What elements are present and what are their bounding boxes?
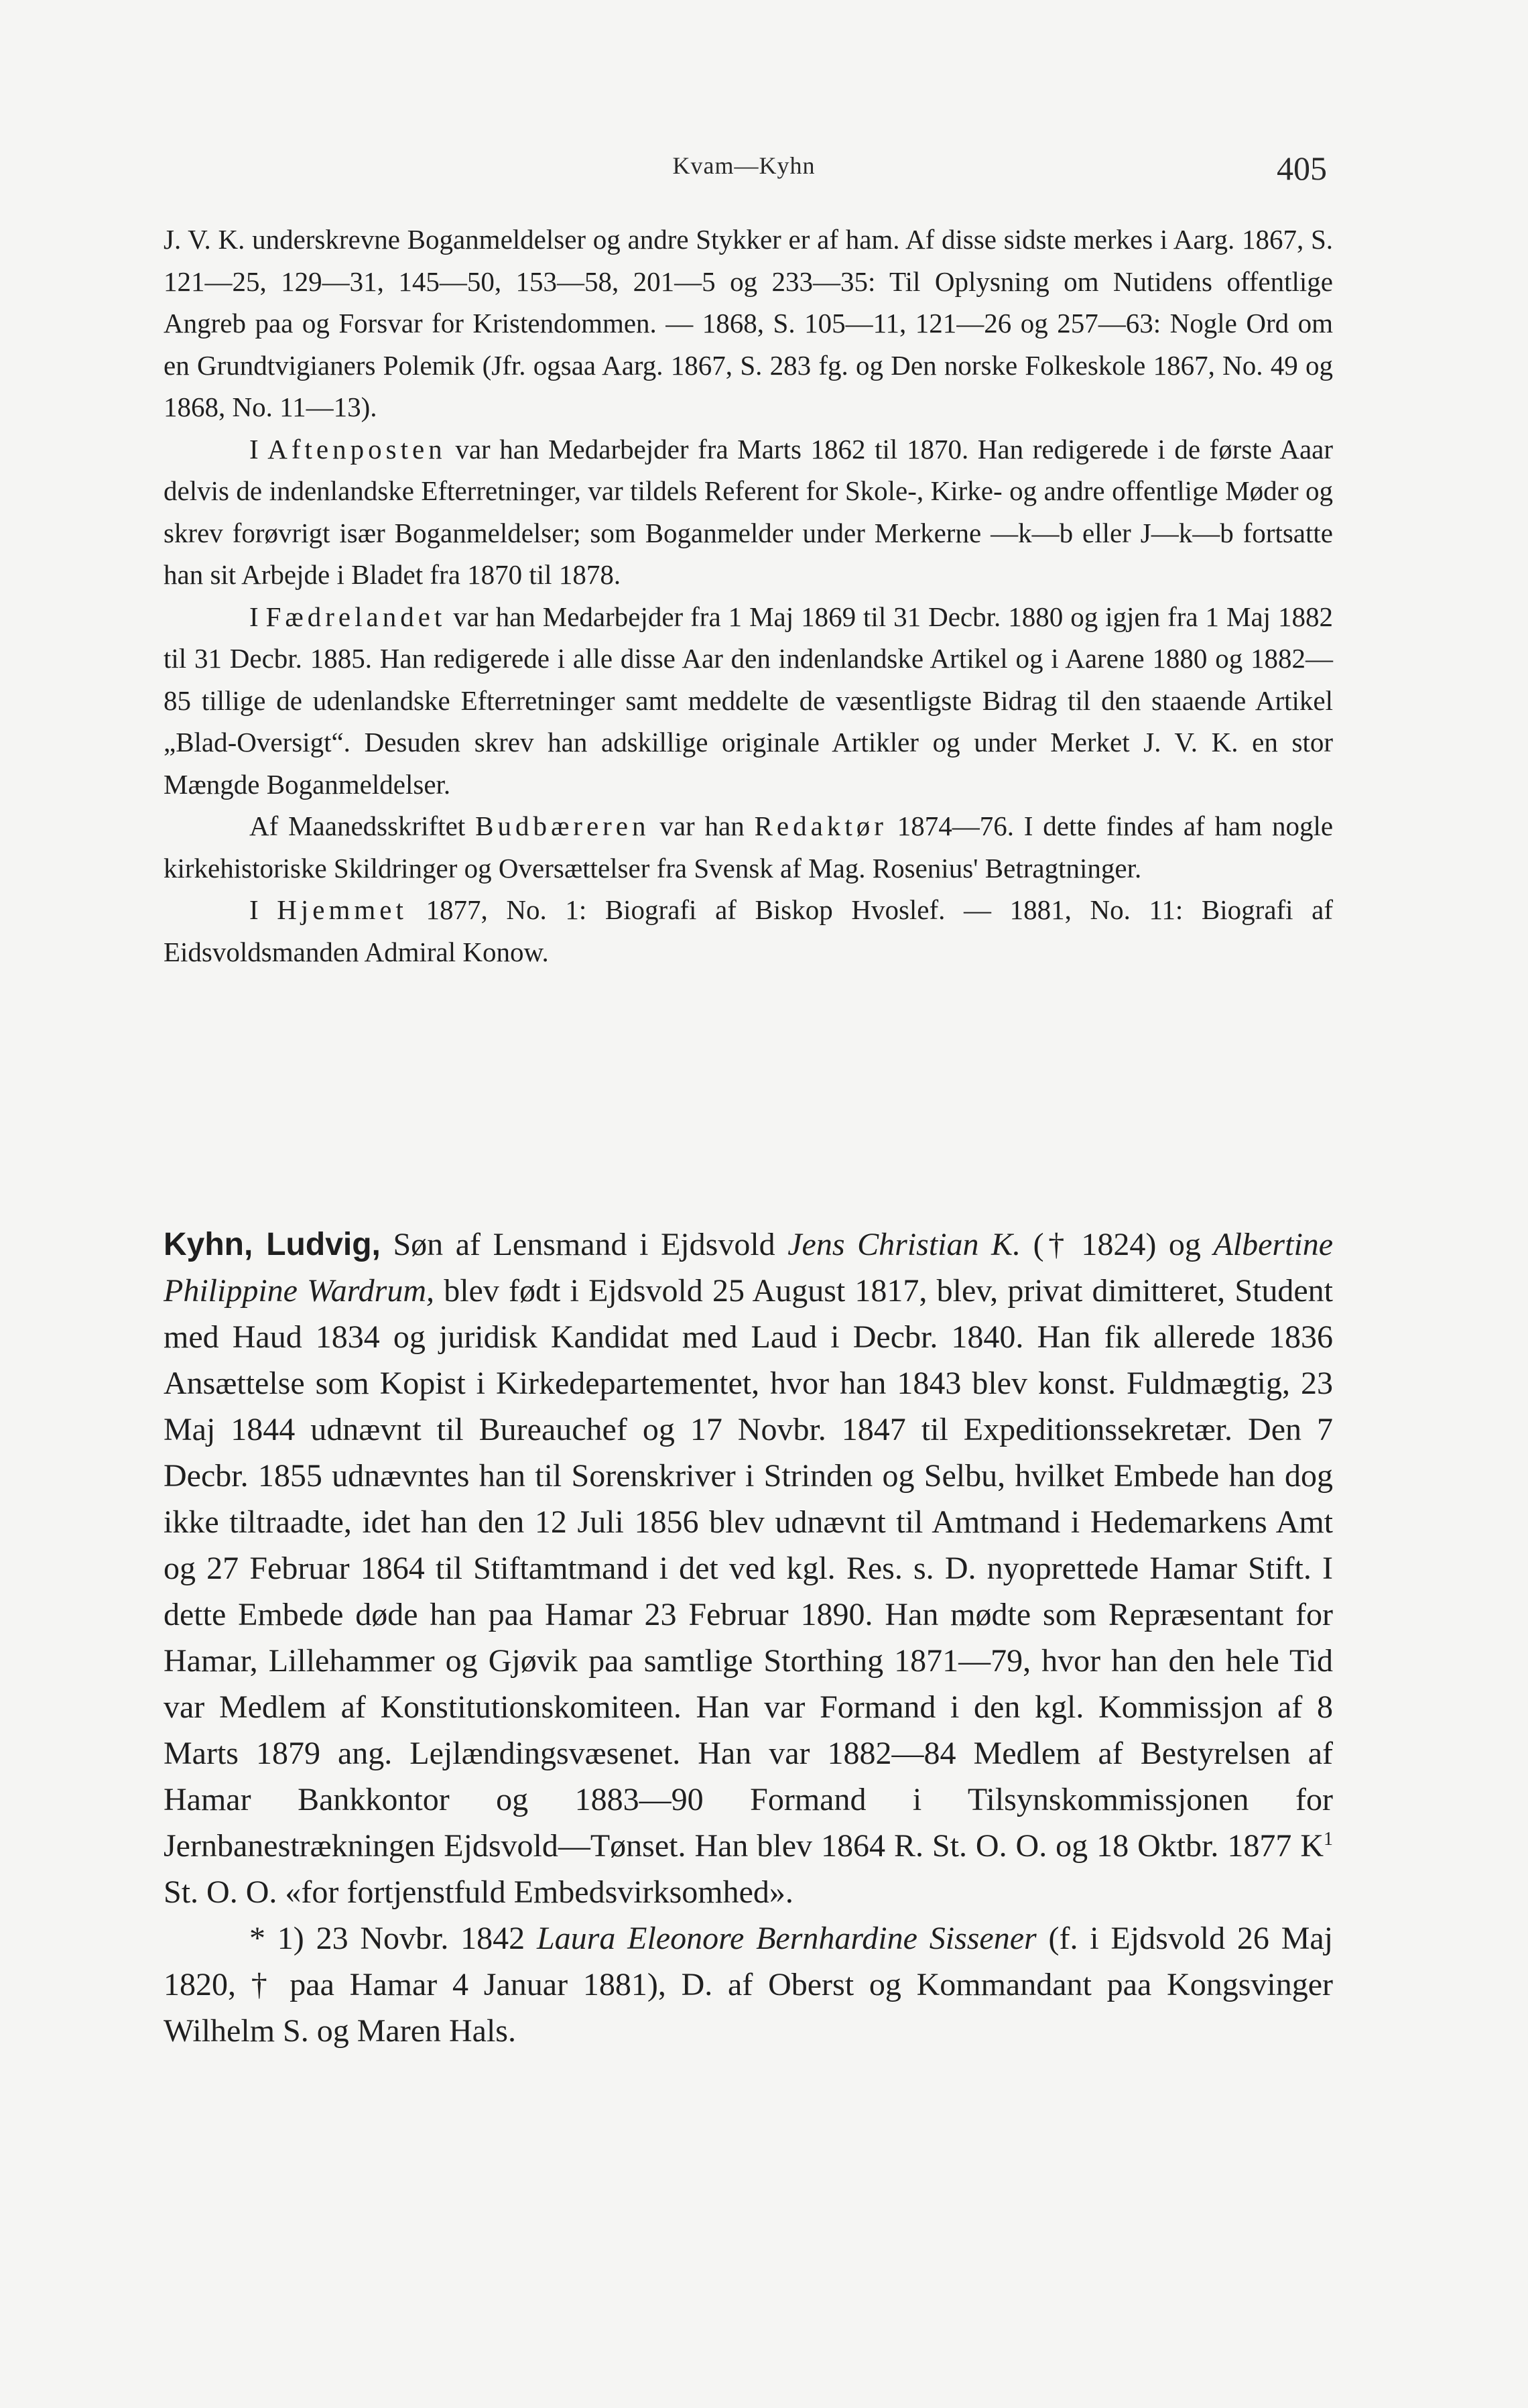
paragraph-lead: I (249, 894, 259, 925)
paragraph-text: Søn af Lensmand i Ejdsvold (393, 1227, 775, 1262)
paragraph-text: var han Medarbejder fra 1 Maj 1869 til 31 Decbr. 1880 og igjen fra 1 Maj 1882 til 31 Decbr. 1885. Han redigerede i alle disse Aar den indenlandske Artikel og i Aarene 1880 og 1882—85 tillige de udenlandske Efterretninger samt meddelte de væsentligste Bidrag til den staaende Artikel „Blad-Oversigt“. Desuden skrev han adskillige originale Artikler og under Merket J. V. K. en stor Mængde Boganmeldelser. (164, 601, 1334, 800)
paragraph-text: 1874—76. I dette findes af ham nogle kirkehistoriske Skildringer og Oversættelser fra Svensk af Mag. Rosenius' Betragtninger. (164, 810, 1334, 884)
paragraph-text: var han Medarbejder fra Marts 1862 til 1870. Han redigerede i de første Aaar delvis de indenlandske Efterretninger, var tildels Referent for Skole-, Kirke- og andre offentlige Møder og skrev forøvrigt især Boganmeldelser; som Boganmelder under Merkerne —k—b eller J—k—b fortsatte han sit Arbejde i Bladet fra 1870 til 1878. (164, 433, 1334, 590)
biography-paragraph (164, 1221, 1333, 1915)
running-head: Kvam—Kyhn (672, 152, 816, 179)
role-label: Redaktør (754, 810, 887, 841)
paragraph-publications (164, 219, 1333, 428)
paragraph-text: (f. i Ejdsvold 26 Maj 1820, † paa Hamar 4 Januar 1881), D. af Oberst og Kommandant paa Kongsvinger Wilhelm S. og Maren Hals. (164, 1921, 1334, 2049)
father-name: Jens Christian K. (787, 1227, 1021, 1262)
paragraph-text: St. O. O. «for fortjenstfuld Embedsvirksomhed». (164, 1874, 793, 1910)
marriage-paragraph (164, 1915, 1333, 2054)
paragraph-aftenposten (164, 428, 1333, 596)
paragraph-text: var han (659, 810, 745, 841)
newspaper-name: Fædrelandet (265, 601, 446, 632)
page-number: 405 (1277, 149, 1327, 187)
mother-name: Albertine Philippine Wardrum, (164, 1227, 1334, 1309)
upper-text-block (164, 219, 1333, 973)
wife-name: Laura Eleonore Bernhardine Sissener (536, 1921, 1037, 1956)
biography-entry (164, 1221, 1333, 2054)
paragraph-lead: I (249, 601, 259, 632)
paragraph-text: blev født i Ejdsvold 25 August 1817, blev, privat dimitteret, Student med Haud 1834 og juridisk Kandidat med Laud i Decbr. 1840. Han fik allerede 1836 Ansættelse som Kopist i Kirkedepartementet, hvor han 1843 blev konst. Fuldmægtig, 23 Maj 1844 udnævnt til Bureauchef og 17 Novbr. 1847 til Expeditionssekretær. Den 7 Decbr. 1855 udnævntes han til Sorenskriver i Strinden og Selbu, hvilket Embede han dog ikke tiltraadte, idet han den 12 Juli 1856 blev udnævnt til Amtmand i Hedemarkens Amt og 27 Februar 1864 til Stiftamtmand i det ved kgl. Res. s. D. nyoprettede Hamar Stift. I dette Embede døde han paa Hamar 23 Februar 1890. Han mødte som Repræsentant for Hamar, Lillehammer og Gjøvik paa samtlige Storthing 1871—79, hvor han den hele Tid var Medlem af Konstitutionskomiteen. Han var Formand i den kgl. Kommissjon af 8 Marts 1879 ang. Lejlændingsvæsenet. Han var 1882—84 Medlem af Bestyrelsen af Hamar Bankkontor og 1883—90 Formand i Tilsynskommissjonen for Jernbanestrækningen Ejdsvold—Tønset. Han blev 1864 R. St. O. O. og 18 Oktbr. 1877 K (164, 1273, 1333, 1864)
paragraph-text: * 1) 23 Novbr. 1842 (249, 1921, 525, 1956)
paragraph-lead: I (249, 433, 259, 465)
paragraph-faedrelandet (164, 596, 1333, 806)
paragraph-hjemmet (164, 889, 1333, 973)
superscript: 1 (1324, 1829, 1333, 1850)
page-header (161, 149, 1327, 209)
newspaper-name: Aftenposten (267, 433, 446, 465)
paragraph-budbaereren (164, 805, 1333, 889)
paragraph-text: († 1824) og (1033, 1227, 1201, 1262)
paragraph-text: J. V. K. underskrevne Boganmeldelser og andre Stykker er af ham. Af disse sidste merkes i Aarg. 1867, S. 121—25, 129—31, 145—50, 153—58, 201—5 og 233—35: Til Oplysning om Nutidens offentlige Angreb paa og Forsvar for Kristendommen. — 1868, S. 105—11, 121—26 og 257—63: Nogle Ord om en Grundtvigianers Polemik (Jfr. ogsaa Aarg. 1867, S. 283 fg. og Den norske Folkeskole 1867, No. 49 og 1868, No. 11—13). (164, 224, 1333, 422)
periodical-name: Budbæreren (475, 810, 650, 841)
paragraph-text: 1877, No. 1: Biografi af Biskop Hvoslef. — 1881, No. 11: Biografi af Eidsvoldsmanden Admiral Konow. (164, 894, 1334, 967)
paragraph-lead: Af Maanedsskriftet (249, 810, 466, 841)
periodical-name: Hjemmet (277, 894, 407, 925)
entry-name: Kyhn, Ludvig, (164, 1227, 381, 1262)
